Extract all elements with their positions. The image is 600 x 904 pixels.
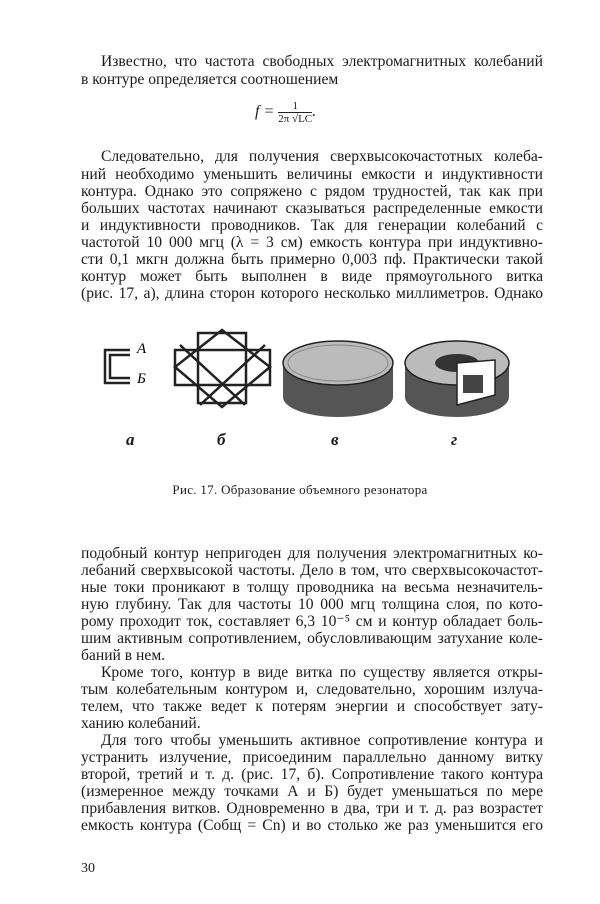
text-line: телем, что также ведет к потерям энергии и способствует зату- [81, 698, 543, 715]
text-line: устранить излучение, присоединим параллельно данному витку [81, 749, 543, 766]
text-line: Кроме того, контур в виде витка по существу является откры- [101, 664, 543, 681]
text-line: прибавления витков. Одновременно в два, три и т. д. раз возрастет [81, 800, 543, 817]
formula-tail: . [312, 103, 317, 121]
text-line: подобный контур непригоден для получения электромагнитных ко- [81, 545, 543, 562]
panel-label-g: г [451, 430, 458, 449]
text-line: и индуктивности проводников. Так для генерации колебаний с [81, 217, 543, 234]
text-line: контур может быть выполнен в виде прямоугольного витка [81, 268, 543, 285]
text-line: Для того чтобы уменьшить активное сопротивление контура и [101, 732, 543, 749]
formula-numerator: 1 [278, 100, 312, 113]
text-line: рому проходит ток, составляет 6,3 10⁻⁵ см и контур обладает боль- [81, 613, 543, 630]
cutaway-cylinder-g [405, 341, 509, 417]
text-line: тым колебательным контуром и, следовательно, хорошим излуча- [81, 681, 543, 698]
text-line: лебаний сверхвысокой частоты. Дело в том, что сверхвысокочастот- [81, 562, 543, 579]
text-line: в контуре определяется соотношением [81, 71, 339, 88]
text-line: (измеренное между точками А и Б) будет уменьшаться по мере [81, 783, 543, 800]
panel-label-a: а [126, 430, 135, 449]
text-line: больших частотах начинают сказываться распределенные емкости [81, 200, 543, 217]
point-label-b: Б [137, 371, 146, 387]
page-number: 30 [81, 861, 95, 876]
rectangular-loop-a [105, 350, 130, 383]
text-line: контура. Однако это сопряжено с рядом трудностей, так как при [81, 183, 543, 200]
formula [255, 100, 316, 125]
panel-label-v: в [331, 430, 339, 449]
formula-fraction [278, 100, 312, 125]
text-line: баний в нем. [81, 647, 166, 664]
text-line: частотой 10 000 мгц (λ = 3 см) емкость контура при индуктивно- [81, 234, 543, 251]
text-line: ную глубину. Так для частоты 10 000 мгц толщина слоя, по кото- [81, 596, 543, 613]
text-line: Известно, что частота свободных электромагнитных колебаний [101, 53, 543, 70]
formula-lhs: f = [255, 103, 275, 121]
text-line: Следовательно, для получения сверхвысокочастотных колеба- [101, 148, 543, 165]
text-line: ные токи проникают в толщу проводника на весьма незначитель- [81, 579, 543, 596]
text-line: шим активным сопротивлением, обусловливающим затухание коле- [81, 630, 543, 647]
text-line: сти 0,1 мкгн должна быть примерно 0,003 пф. Практически такой [81, 251, 543, 268]
text-line: ний необходимо уменьшить величины емкости и индуктивности [81, 166, 543, 183]
figure-caption: Рис. 17. Образование объемного резонатора [172, 482, 428, 497]
panel-label-b: б [217, 430, 226, 449]
formula-denominator: 2π √LC [278, 113, 313, 125]
text-line: емкость контура (Cобщ = Cn) и во столько же раз уменьшится его [81, 817, 543, 834]
multi-loop-b [175, 330, 270, 407]
text-line: (рис. 17, а), длина сторон которого несколько миллиметров. Однако [81, 285, 543, 302]
text-line: второй, третий и т. д. (рис. 17, б). Сопротивление такого контура [81, 766, 543, 783]
resonator-figure [95, 325, 515, 425]
text-line: ханию колебаний. [81, 715, 201, 732]
solid-cylinder-v [283, 341, 393, 417]
point-label-a: А [137, 341, 147, 357]
